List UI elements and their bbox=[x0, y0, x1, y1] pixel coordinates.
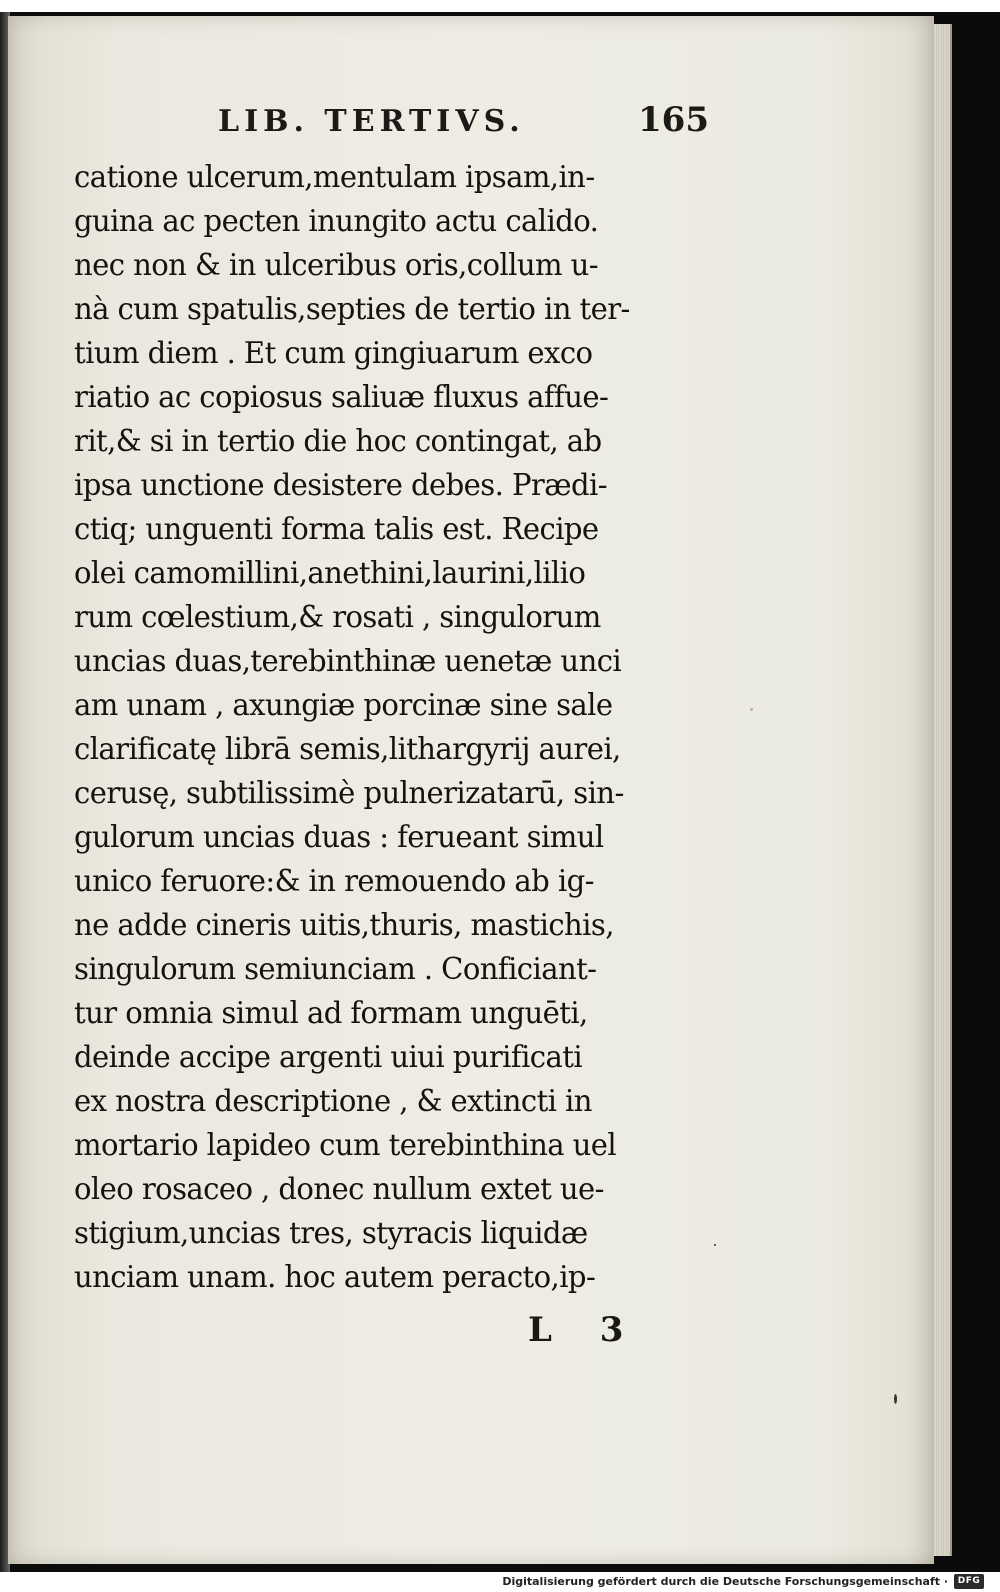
text-line: ctiq; unguenti forma talis est. Recipe bbox=[74, 512, 599, 547]
text-line: stigium,uncias tres, styracis liquidæ bbox=[74, 1216, 588, 1251]
text-line: rit,& si in tertio die hoc contingat, ab bbox=[74, 424, 602, 459]
text-line: ex nostra descriptione , & extincti in bbox=[74, 1084, 592, 1119]
text-line: guina ac pecten inungito actu calido. bbox=[74, 204, 599, 239]
dfg-logo bbox=[954, 1574, 984, 1589]
text-line: clarificatę librā semis,lithargyrij aurei, bbox=[74, 732, 621, 767]
signature-mark: L 3 bbox=[528, 1310, 642, 1350]
text-line: uncias duas,terebinthinæ uenetæ unci bbox=[74, 644, 622, 679]
book-page bbox=[8, 16, 934, 1564]
paper-speck bbox=[894, 1394, 897, 1404]
paper-speck bbox=[750, 708, 753, 711]
page-header bbox=[218, 100, 718, 152]
paper-speck bbox=[714, 1244, 716, 1246]
text-line: ne adde cineris uitis,thuris, mastichis, bbox=[74, 908, 614, 943]
body-text bbox=[74, 156, 714, 1300]
text-line: nec non & in ulceribus oris,collum u- bbox=[74, 248, 599, 283]
footer-bar bbox=[0, 1572, 1000, 1592]
text-line: cerusę, subtilissimè pulnerizatarū, sin- bbox=[74, 776, 624, 811]
text-line: ipsa unctione desistere debes. Prædi- bbox=[74, 468, 607, 503]
text-line: tur omnia simul ad formam unguēti, bbox=[74, 996, 588, 1031]
funding-credit: Digitalisierung gefördert durch die Deutsche Forschungsgemeinschaft · bbox=[502, 1575, 948, 1588]
text-line: oleo rosaceo , donec nullum extet ue- bbox=[74, 1172, 604, 1207]
text-line: rum cœlestium,& rosati , singulorum bbox=[74, 600, 601, 635]
text-line: riatio ac copiosus saliuæ fluxus affue- bbox=[74, 380, 609, 415]
text-line: unciam unam. hoc autem peracto,ip- bbox=[74, 1260, 596, 1295]
page-edges bbox=[932, 24, 952, 1556]
text-line: singulorum semiunciam . Conficiant- bbox=[74, 952, 597, 987]
text-line: mortario lapideo cum terebinthina uel bbox=[74, 1128, 617, 1163]
text-line: olei camomillini,anethini,laurini,lilio bbox=[74, 556, 586, 591]
running-title: LIB. TERTIVS. bbox=[218, 104, 525, 139]
text-line: tium diem . Et cum gingiuarum exco bbox=[74, 336, 593, 371]
text-line: unico feruore:& in remouendo ab ig- bbox=[74, 864, 594, 899]
text-line: catione ulcerum,mentulam ipsam,in- bbox=[74, 160, 595, 195]
text-line: nà cum spatulis,septies de tertio in ter- bbox=[74, 292, 630, 327]
text-line: am unam , axungiæ porcinæ sine sale bbox=[74, 688, 613, 723]
page-number: 165 bbox=[638, 100, 709, 140]
dfg-logo-text: DFG bbox=[957, 1576, 981, 1586]
text-line: gulorum uncias duas : ferueant simul bbox=[74, 820, 604, 855]
text-line: deinde accipe argenti uiui purificati bbox=[74, 1040, 583, 1075]
